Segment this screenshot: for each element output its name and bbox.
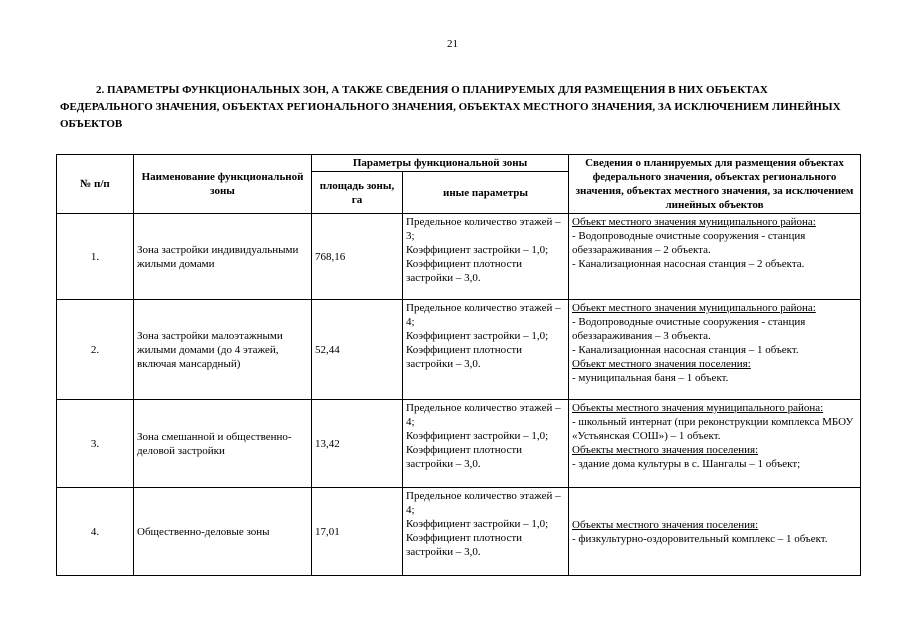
section-heading: 2. ПАРАМЕТРЫ ФУНКЦИОНАЛЬНЫХ ЗОН, А ТАКЖЕ СВЕДЕНИЯ О ПЛАНИРУЕМЫХ ДЛЯ РАЗМЕЩЕНИЯ В НИХ ОБЪЕКТАХ ФЕДЕРАЛЬНОГО ЗНАЧЕНИЯ, ОБЪЕКТАХ РЕГИОНАЛЬНОГО ЗНАЧЕНИЯ, ОБЪЕКТАХ МЕСТНОГО ЗНАЧЕНИЯ, ЗА ИСКЛЮЧЕНИЕМ ЛИНЕЙНЫХ ОБЪЕКТОВ (60, 84, 841, 130)
planned-objects (569, 400, 861, 488)
object-item: - Водопроводные очистные сооружения - станция обеззараживания – 3 объекта. (572, 316, 806, 342)
page-number: 21 (447, 38, 458, 50)
param-line: Предельное количество этажей – 4; (406, 490, 561, 516)
row-number: 1. (57, 214, 134, 300)
object-item: - муниципальная баня – 1 объект. (572, 372, 729, 384)
table-row (57, 300, 861, 400)
objects-group-heading: Объект местного значения муниципального района: (572, 302, 816, 314)
zone-params (403, 400, 569, 488)
zone-name: Зона смешанной и общественно-деловой застройки (134, 400, 312, 488)
zone-params (403, 300, 569, 400)
object-item: - Водопроводные очистные сооружения - станция обеззараживания – 2 объекта. (572, 230, 806, 256)
table-row (57, 488, 861, 576)
zone-name: Зона застройки малоэтажными жилыми домами (до 4 этажей, включая мансардный) (134, 300, 312, 400)
object-item: - здание дома культуры в с. Шангалы – 1 объект; (572, 458, 801, 470)
param-line: Коэффициент плотности застройки – 3,0. (406, 532, 523, 558)
param-line: Коэффициент застройки – 1,0; (406, 244, 549, 256)
object-item: - физкультурно-оздоровительный комплекс – 1 объект. (572, 533, 828, 545)
table-row (57, 214, 861, 300)
zone-area: 52,44 (312, 300, 403, 400)
zone-area: 17,01 (312, 488, 403, 576)
table-row (57, 400, 861, 488)
header-area: площадь зоны, га (312, 172, 403, 214)
row-number: 3. (57, 400, 134, 488)
object-item: - школьный интернат (при реконструкции комплекса МБОУ «Устьянская СОШ») – 1 объект. (572, 416, 854, 442)
objects-group-heading: Объект местного значения муниципального района: (572, 216, 816, 228)
param-line: Коэффициент плотности застройки – 3,0. (406, 444, 523, 470)
param-line: Коэффициент застройки – 1,0; (406, 518, 549, 530)
zone-area: 768,16 (312, 214, 403, 300)
header-zone-name: Наименование функциональной зоны (134, 155, 312, 214)
object-item: - Канализационная насосная станция – 1 объект. (572, 344, 799, 356)
object-item: - Канализационная насосная станция – 2 объекта. (572, 258, 805, 270)
zone-area: 13,42 (312, 400, 403, 488)
zone-name: Общественно-деловые зоны (134, 488, 312, 576)
zone-params (403, 488, 569, 576)
param-line: Предельное количество этажей – 4; (406, 302, 561, 328)
zone-name: Зона застройки индивидуальными жилыми домами (134, 214, 312, 300)
param-line: Коэффициент застройки – 1,0; (406, 330, 549, 342)
objects-group-heading: Объект местного значения поселения: (572, 358, 751, 370)
zone-params (403, 214, 569, 300)
row-number: 4. (57, 488, 134, 576)
param-line: Предельное количество этажей – 3; (406, 216, 561, 242)
objects-group-heading: Объекты местного значения поселения: (572, 444, 759, 456)
objects-group-heading: Объекты местного значения муниципального района: (572, 402, 824, 414)
planned-objects (569, 300, 861, 400)
param-line: Предельное количество этажей – 4; (406, 402, 561, 428)
header-other-params: иные параметры (403, 172, 569, 214)
header-objects: Сведения о планируемых для размещения объектах федерального значения, объектах регионального значения, объектах местного значения, за исключением линейных объектов (569, 155, 861, 214)
header-num: № п/п (57, 155, 134, 214)
param-line: Коэффициент плотности застройки – 3,0. (406, 344, 523, 370)
zones-table (56, 154, 861, 576)
param-line: Коэффициент застройки – 1,0; (406, 430, 549, 442)
objects-group-heading: Объекты местного значения поселения: (572, 519, 759, 531)
row-number: 2. (57, 300, 134, 400)
header-params-group: Параметры функциональной зоны (312, 155, 569, 172)
planned-objects (569, 214, 861, 300)
planned-objects (569, 488, 861, 576)
param-line: Коэффициент плотности застройки – 3,0. (406, 258, 523, 284)
